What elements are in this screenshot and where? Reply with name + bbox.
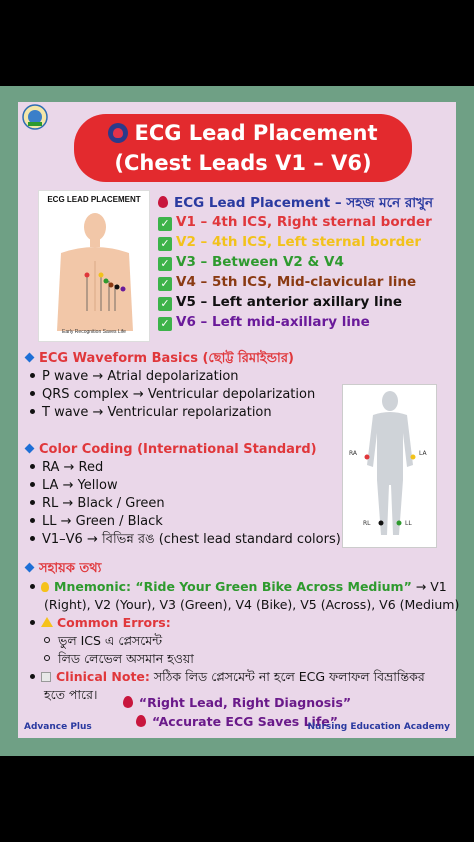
diamond-icon xyxy=(25,353,35,363)
bullet-icon xyxy=(30,536,35,541)
ra-label: RA xyxy=(349,450,358,457)
check-icon: ✓ xyxy=(158,217,172,231)
color-coding-heading: Color Coding (International Standard) xyxy=(24,441,341,459)
human-silhouette xyxy=(343,385,438,549)
diamond-icon xyxy=(25,444,35,454)
chest-diagram xyxy=(38,190,150,342)
lightbulb-icon xyxy=(41,582,49,592)
warning-icon xyxy=(41,617,53,627)
bar-chart-icon xyxy=(41,672,51,682)
mnemonic-row: Mnemonic: “Ride Your Green Bike Across Medium” → V1 xyxy=(24,578,452,596)
bullet-icon xyxy=(30,391,35,396)
chest-leads-list xyxy=(158,194,454,332)
limb-leads-figure xyxy=(342,384,437,548)
title-line-1: ECG Lead Placement xyxy=(74,120,412,146)
check-icon: ✓ xyxy=(158,277,172,291)
lead-item: ✓ V4 – 5th ICS, Mid-clavicular line xyxy=(158,272,454,292)
diamond-icon xyxy=(25,563,35,573)
lead-item: ✓ V3 – Between V2 & V4 xyxy=(158,252,454,272)
mnemonic-continued: (Right), V2 (Your), V3 (Green), V4 (Bike), V5 (Across), V6 (Medium) xyxy=(44,597,460,612)
check-icon: ✓ xyxy=(158,297,172,311)
quote-2: “Accurate ECG Saves Life” xyxy=(18,714,456,729)
bullet-icon xyxy=(30,620,35,625)
rl-label: RL xyxy=(363,520,371,527)
waveform-section xyxy=(24,350,315,422)
footer-left: Advance Plus xyxy=(24,722,92,732)
lead-item: ✓ V5 – Left anterior axillary line xyxy=(158,292,454,312)
list-item: P wave → Atrial depolarization xyxy=(24,368,315,386)
title-banner xyxy=(74,114,412,182)
heart-drop-icon xyxy=(136,715,146,727)
waveform-heading: ECG Waveform Basics (ছোট্ট রিমাইন্ডার) xyxy=(24,350,315,368)
footer-right: Nursing Education Academy xyxy=(307,722,450,732)
helper-heading: সহায়ক তথ্য xyxy=(24,560,452,578)
lead-item: ✓ V1 – 4th ICS, Right sternal border xyxy=(158,212,454,232)
circle-bullet-icon xyxy=(44,655,50,661)
bullet-icon xyxy=(30,674,35,679)
poster-frame xyxy=(0,86,474,756)
heart-drop-icon xyxy=(123,696,133,708)
check-icon: ✓ xyxy=(158,317,172,331)
color-coding-section xyxy=(24,441,341,549)
quote-1: “Right Lead, Right Diagnosis” xyxy=(18,695,456,710)
error-item: ভুল ICS এ প্লেসমেন্ট xyxy=(24,632,452,650)
diagram-caption: ECG LEAD PLACEMENT xyxy=(47,195,141,204)
bullet-icon xyxy=(30,500,35,505)
bullet-icon xyxy=(30,518,35,523)
bullet-icon xyxy=(30,584,35,589)
bullet-icon xyxy=(30,464,35,469)
list-item: LA → Yellow xyxy=(24,477,341,495)
poster-card xyxy=(18,102,460,738)
la-label: LA xyxy=(419,450,427,457)
error-item: লিড লেভেল অসমান হওয়া xyxy=(24,650,452,668)
heart-icon xyxy=(108,123,128,143)
list-item: RL → Black / Green xyxy=(24,495,341,513)
list-item: T wave → Ventricular repolarization xyxy=(24,404,315,422)
ll-label: LL xyxy=(405,520,412,527)
clinical-row: Clinical Note: সঠিক লিড প্লেসমেন্ট না হলে ECG ফলাফল বিভ্রান্তিকর xyxy=(24,668,452,686)
leads-heading: ECG Lead Placement – সহজ মনে রাখুন xyxy=(158,194,454,212)
torso-illustration xyxy=(39,191,151,343)
lead-item: ✓ V2 – 4th ICS, Left sternal border xyxy=(158,232,454,252)
bullet-icon xyxy=(30,373,35,378)
list-item: RA → Red xyxy=(24,459,341,477)
list-item: QRS complex → Ventricular depolarization xyxy=(24,386,315,404)
heart-drop-icon xyxy=(158,196,168,208)
title-line-2: (Chest Leads V1 – V6) xyxy=(114,151,372,175)
clinical-continued: হতে পারে। xyxy=(44,687,98,702)
lead-item: ✓ V6 – Left mid-axillary line xyxy=(158,312,454,332)
errors-row: Common Errors: xyxy=(24,614,452,632)
list-item: LL → Green / Black xyxy=(24,513,341,531)
check-icon: ✓ xyxy=(158,237,172,251)
diagram-footer: Early Recognition Saves Life xyxy=(62,329,126,335)
helper-info-section xyxy=(24,560,460,704)
check-icon: ✓ xyxy=(158,257,172,271)
circle-bullet-icon xyxy=(44,637,50,643)
bullet-icon xyxy=(30,409,35,414)
bullet-icon xyxy=(30,482,35,487)
list-item: V1–V6 → বিভিন্ন রঙ (chest lead standard colors) xyxy=(24,531,341,549)
academy-logo xyxy=(22,104,48,130)
